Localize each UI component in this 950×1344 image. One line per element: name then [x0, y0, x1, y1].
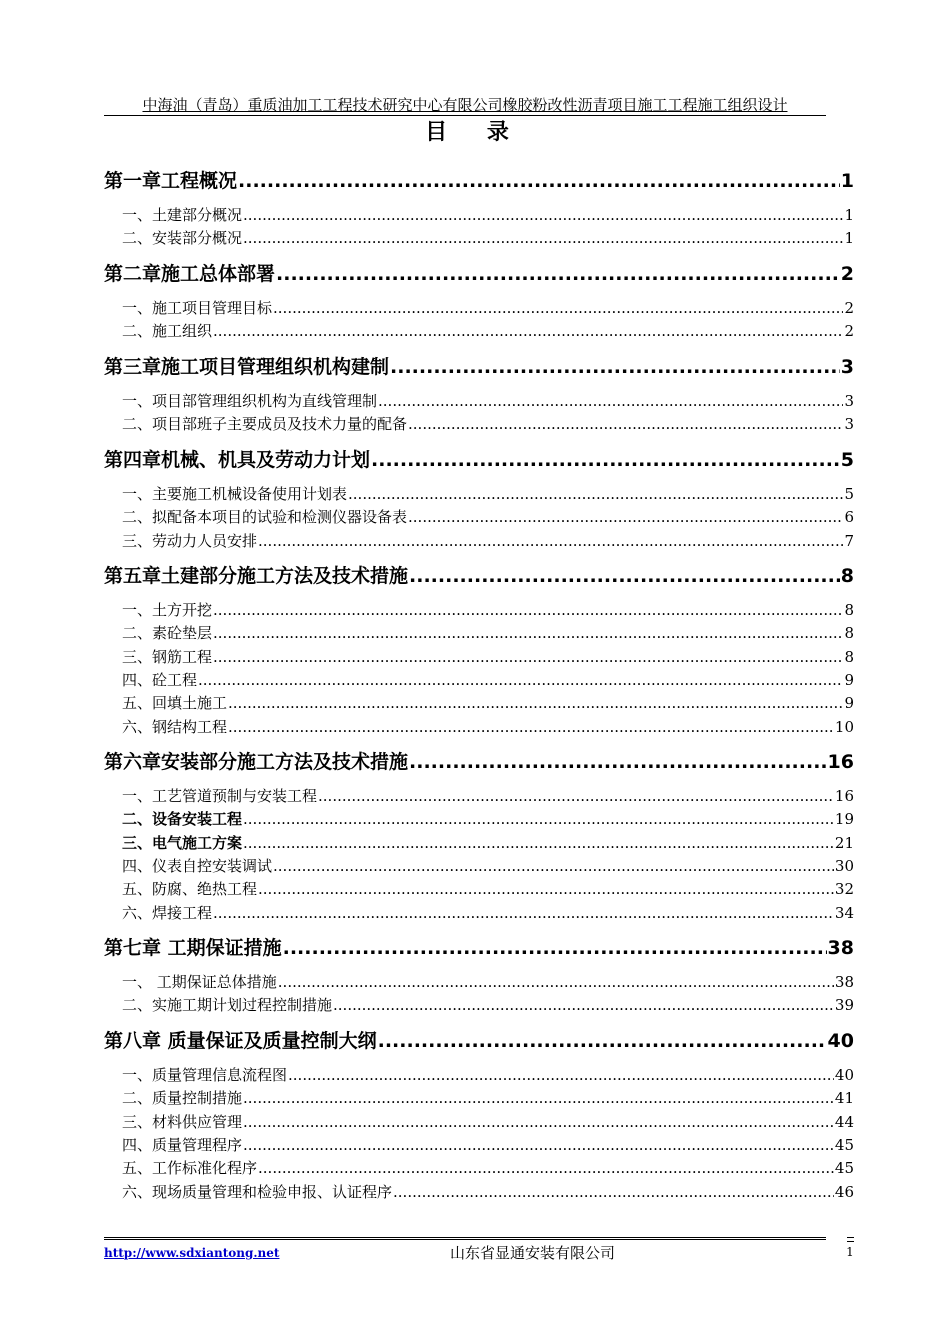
- toc-section-entry[interactable]: [104, 995, 854, 1015]
- toc-section-entry[interactable]: [104, 879, 854, 899]
- toc-entry-page: 3: [844, 392, 854, 410]
- toc-dot-leader: [378, 391, 843, 411]
- toc-entry-label: 六、焊接工程: [122, 903, 213, 922]
- toc-entry-page: 45: [834, 1135, 854, 1154]
- toc-entry-page: 19: [834, 810, 854, 829]
- toc-dot-leader: [198, 670, 843, 690]
- toc-entry-label: 第六章安装部分施工方法及技术措施: [104, 751, 409, 773]
- toc-entry-label: 第四章机械、机具及劳动力计划: [104, 449, 371, 471]
- toc-section-entry[interactable]: [104, 1065, 854, 1085]
- toc-entry-page: 5: [840, 449, 854, 471]
- toc-section-entry[interactable]: [104, 717, 854, 737]
- toc-entry-label: 一、土建部分概况: [122, 206, 243, 224]
- toc-section-entry[interactable]: [104, 507, 854, 527]
- toc-section-entry[interactable]: [104, 391, 854, 411]
- toc-entry-page: 40: [827, 1030, 854, 1052]
- toc-dot-leader: [273, 298, 843, 318]
- footer-website-link[interactable]: http://www.sdxiantong.net: [104, 1246, 280, 1260]
- toc-dot-leader: [276, 261, 840, 287]
- toc-dot-leader: [409, 749, 827, 775]
- toc-entry-page: 8: [844, 601, 854, 619]
- toc-entry-label: 一、项目部管理组织机构为直线管理制: [122, 392, 378, 410]
- toc-chapter-entry[interactable]: [104, 935, 854, 961]
- toc-entry-label: 一、土方开挖: [122, 601, 213, 619]
- toc-entry-page: 1: [840, 170, 854, 192]
- running-header: [104, 95, 826, 116]
- toc-section-entry[interactable]: [104, 903, 854, 923]
- toc-dot-leader: [213, 647, 843, 667]
- toc-dot-leader: [393, 1182, 834, 1202]
- toc-chapter-entry[interactable]: [104, 354, 854, 380]
- toc-entry-page: 9: [844, 694, 854, 713]
- toc-chapter-entry[interactable]: [104, 447, 854, 473]
- toc-entry-label: 第五章土建部分施工方法及技术措施: [104, 565, 409, 587]
- toc-dot-leader: [408, 414, 843, 434]
- toc-dot-leader: [258, 531, 843, 551]
- toc-dot-leader: [318, 786, 834, 806]
- toc-entry-label: 三、劳动力人员安排: [122, 531, 258, 550]
- toc-entry-label: 三、钢筋工程: [122, 647, 213, 666]
- toc-chapter-entry[interactable]: [104, 1028, 854, 1054]
- toc-entry-page: 5: [844, 485, 854, 503]
- toc-title: 目 录: [425, 120, 525, 145]
- toc-section-entry[interactable]: [104, 1158, 854, 1178]
- toc-entry-page: 6: [844, 508, 854, 527]
- toc-entry-page: 46: [834, 1182, 854, 1201]
- toc-entry-label: 一、 工期保证总体措施: [122, 973, 277, 991]
- toc-entry-label: 一、质量管理信息流程图: [122, 1066, 288, 1084]
- footer-company-name: 山东省显通安装有限公司: [450, 1244, 616, 1262]
- toc-entry-label: 五、回填土施工: [122, 694, 228, 713]
- toc-dot-leader: [243, 205, 843, 225]
- toc-section-entry[interactable]: [104, 972, 854, 992]
- page-number-bar: [847, 1237, 854, 1238]
- toc-dot-leader: [278, 972, 834, 992]
- toc-section-entry[interactable]: [104, 321, 854, 341]
- toc-entry-label: 四、砼工程: [122, 670, 198, 689]
- toc-section-entry[interactable]: [104, 670, 854, 690]
- toc-entry-page: 3: [840, 356, 854, 378]
- toc-section-entry[interactable]: [104, 1182, 854, 1202]
- toc-entry-label: 一、施工项目管理目标: [122, 299, 273, 317]
- toc-chapter-entry[interactable]: [104, 261, 854, 287]
- toc-entry-label: 六、现场质量管理和检验申报、认证程序: [122, 1182, 393, 1201]
- toc-entry-label: 五、防腐、绝热工程: [122, 880, 258, 899]
- toc-chapter-entry[interactable]: [104, 168, 854, 194]
- toc-entry-label: 二、安装部分概况: [122, 229, 243, 248]
- toc-entry-page: 10: [834, 717, 854, 736]
- toc-dot-leader: [333, 995, 834, 1015]
- toc-entry-page: 8: [844, 624, 854, 643]
- toc-dot-leader: [228, 717, 834, 737]
- toc-section-entry[interactable]: [104, 809, 854, 829]
- toc-dot-leader: [213, 623, 843, 643]
- toc-entry-label: 四、质量管理程序: [122, 1135, 243, 1154]
- toc-section-entry[interactable]: [104, 623, 854, 643]
- toc-entry-page: 2: [840, 263, 854, 285]
- toc-entry-page: 7: [844, 531, 854, 550]
- toc-entry-page: 8: [840, 565, 854, 587]
- toc-entry-label: 四、仪表自控安装调试: [122, 856, 273, 875]
- toc-dot-leader: [258, 879, 834, 899]
- toc-entry-page: 41: [834, 1089, 854, 1108]
- toc-entry-label: 一、主要施工机械设备使用计划表: [122, 485, 348, 503]
- toc-dot-leader: [243, 809, 834, 829]
- toc-section-entry[interactable]: [104, 205, 854, 225]
- toc-entry-label: 二、拟配备本项目的试验和检测仪器设备表: [122, 508, 408, 527]
- toc-entry-page: 2: [844, 322, 854, 341]
- toc-section-entry[interactable]: [104, 298, 854, 318]
- toc-entry-page: 44: [834, 1112, 854, 1131]
- toc-section-entry[interactable]: [104, 228, 854, 248]
- toc-entry-page: 38: [827, 937, 854, 959]
- toc-dot-leader: [243, 1135, 834, 1155]
- toc-dot-leader: [228, 693, 843, 713]
- toc-dot-leader: [258, 1158, 834, 1178]
- toc-entry-page: 9: [844, 670, 854, 689]
- toc-entry-label: 第七章 工期保证措施: [104, 937, 282, 959]
- toc-entry-label: 六、钢结构工程: [122, 717, 228, 736]
- toc-section-entry[interactable]: [104, 786, 854, 806]
- toc-entry-label: 第八章 质量保证及质量控制大纲: [104, 1030, 377, 1052]
- toc-entry-label: 二、实施工期计划过程控制措施: [122, 996, 333, 1015]
- toc-entry-page: 39: [834, 996, 854, 1015]
- toc-entry-page: 16: [834, 787, 854, 805]
- toc-entry-page: 1: [844, 229, 854, 248]
- toc-entry-label: 三、材料供应管理: [122, 1112, 243, 1131]
- toc-chapter-entry[interactable]: [104, 749, 854, 775]
- toc-dot-leader: [243, 1088, 834, 1108]
- toc-section-entry[interactable]: [104, 833, 854, 853]
- toc-entry-page: 45: [834, 1159, 854, 1178]
- toc-entry-page: 16: [827, 751, 854, 773]
- toc-entry-page: 1: [844, 206, 854, 224]
- toc-entry-label: 二、项目部班子主要成员及技术力量的配备: [122, 415, 408, 434]
- toc-entry-page: 8: [844, 647, 854, 666]
- toc-section-entry[interactable]: [104, 600, 854, 620]
- toc-section-entry[interactable]: [104, 856, 854, 876]
- toc-section-entry[interactable]: [104, 693, 854, 713]
- toc-entry-page: 2: [844, 299, 854, 317]
- toc-entry-label: 二、素砼垫层: [122, 624, 213, 643]
- toc-entry-page: 34: [834, 903, 854, 922]
- toc-entry-page: 40: [834, 1066, 854, 1084]
- toc-entry-label: 二、设备安装工程: [122, 810, 243, 829]
- toc-dot-leader: [213, 903, 834, 923]
- footer-page-number: [846, 1237, 854, 1259]
- toc-dot-leader: [243, 833, 834, 853]
- toc-entry-label: 二、质量控制措施: [122, 1089, 243, 1108]
- toc-section-entry[interactable]: [104, 531, 854, 551]
- toc-section-entry[interactable]: [104, 1135, 854, 1155]
- toc-dot-leader: [288, 1065, 834, 1085]
- toc-dot-leader: [408, 507, 843, 527]
- toc-dot-leader: [378, 1028, 827, 1054]
- toc-section-entry[interactable]: [104, 647, 854, 667]
- toc-section-entry[interactable]: [104, 414, 854, 434]
- toc-entry-page: 32: [834, 880, 854, 899]
- toc-dot-leader: [371, 447, 840, 473]
- toc-entry-label: 三、电气施工方案: [122, 833, 243, 852]
- toc-entry-page: 38: [834, 973, 854, 991]
- toc-entry-label: 第一章工程概况: [104, 170, 238, 192]
- toc-entry-label: 第三章施工项目管理组织机构建制: [104, 356, 390, 378]
- toc-chapter-entry[interactable]: [104, 563, 854, 589]
- toc-entry-label: 二、施工组织: [122, 322, 213, 341]
- footer-divider: [104, 1237, 826, 1240]
- toc-dot-leader: [283, 935, 827, 961]
- toc-dot-leader: [238, 168, 840, 194]
- toc-entry-label: 一、工艺管道预制与安装工程: [122, 787, 318, 805]
- page-number-text: 1: [846, 1245, 854, 1259]
- page-number-bar: [847, 1241, 854, 1242]
- toc-section-entry[interactable]: [104, 484, 854, 504]
- toc-entry-page: 21: [834, 833, 854, 852]
- toc-section-entry[interactable]: [104, 1088, 854, 1108]
- toc-entry-page: 3: [844, 415, 854, 434]
- toc-dot-leader: [243, 228, 843, 248]
- toc-dot-leader: [348, 484, 843, 504]
- toc-section-entry[interactable]: [104, 1112, 854, 1132]
- toc-dot-leader: [243, 1112, 834, 1132]
- toc-dot-leader: [273, 856, 834, 876]
- toc-dot-leader: [390, 354, 840, 380]
- toc-dot-leader: [213, 321, 843, 341]
- toc-entry-label: 第二章施工总体部署: [104, 263, 276, 285]
- toc-dot-leader: [213, 600, 843, 620]
- toc-entry-page: 30: [834, 856, 854, 875]
- toc-dot-leader: [409, 563, 840, 589]
- toc-entry-label: 五、工作标准化程序: [122, 1159, 258, 1178]
- header-text: 中海油（青岛）重质油加工工程技术研究中心有限公司橡胶粉改性沥青项目施工工程施工组织设计: [142, 96, 788, 114]
